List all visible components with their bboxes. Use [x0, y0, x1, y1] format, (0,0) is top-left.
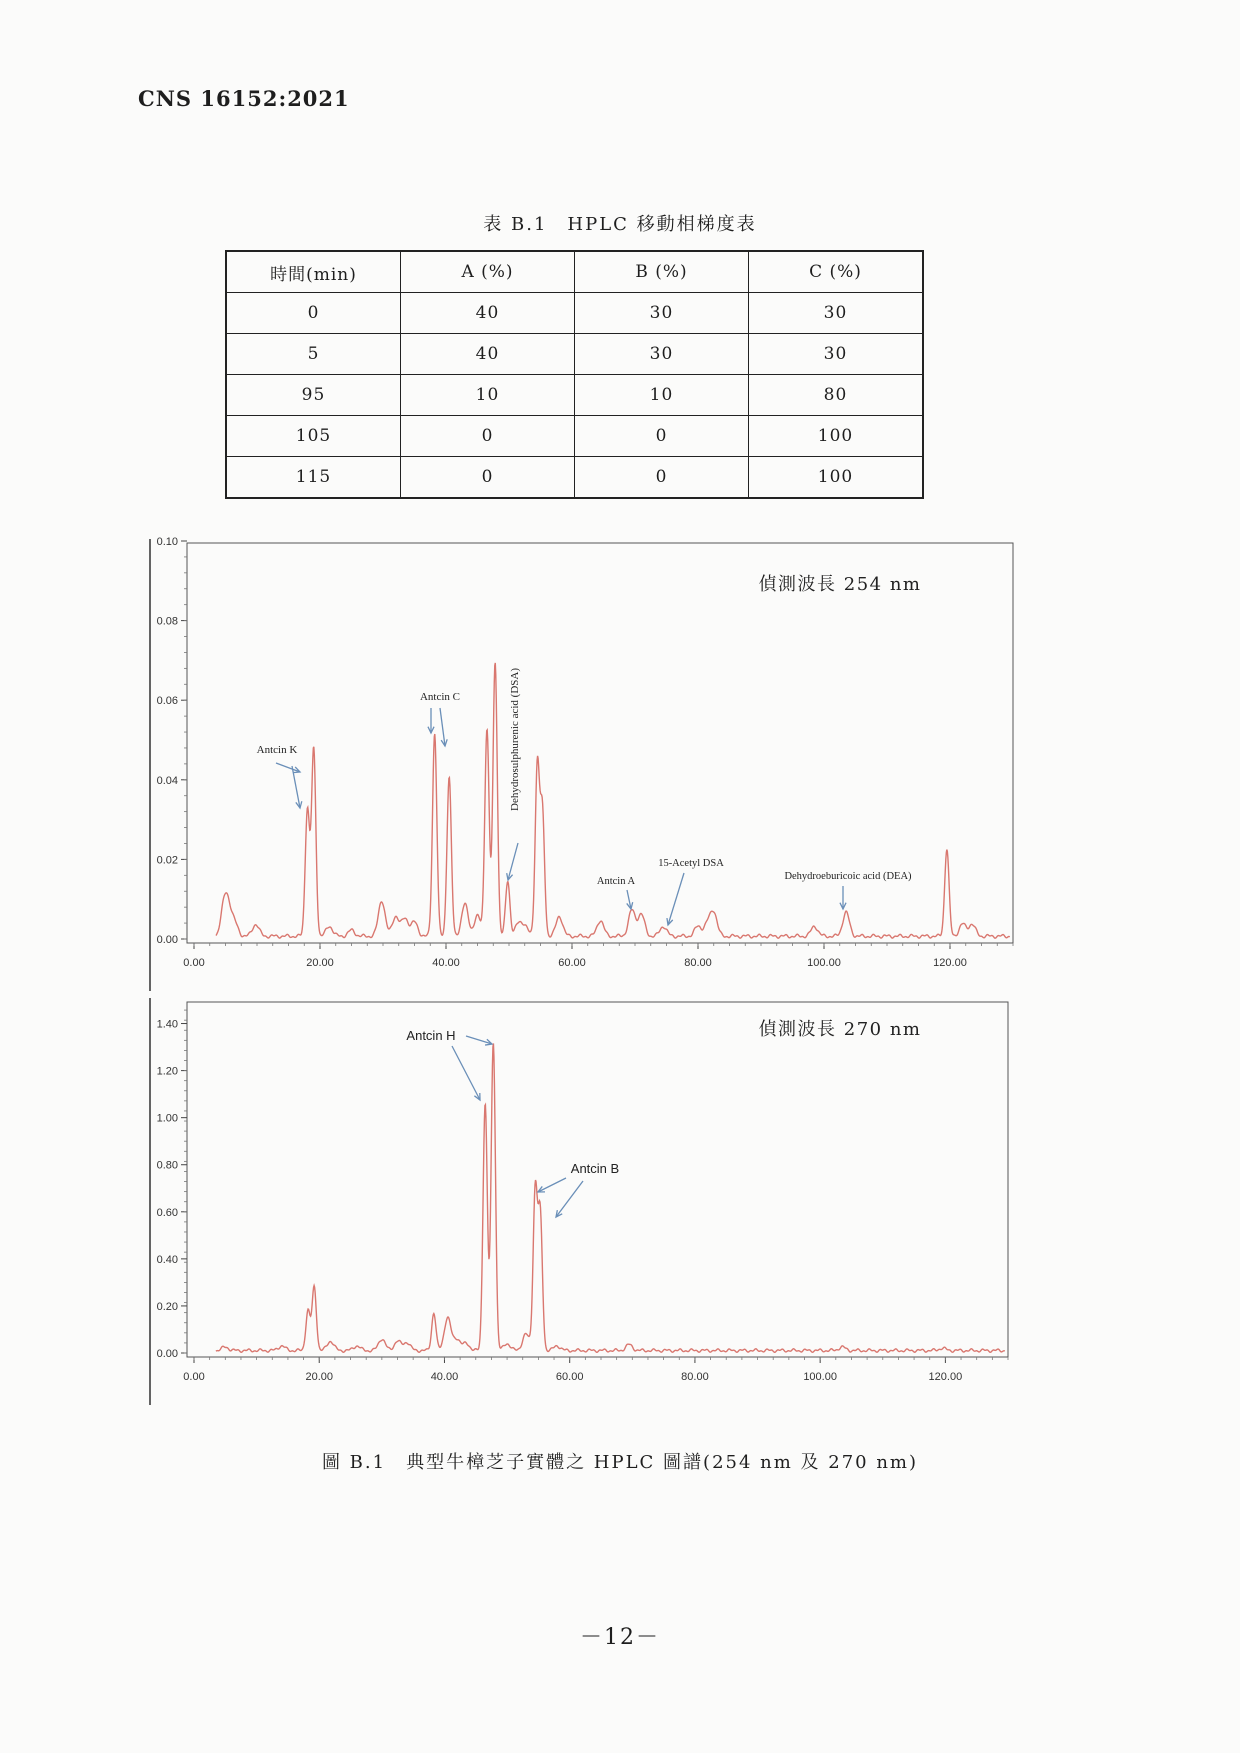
x-tick-label: 0.00 [183, 957, 205, 969]
peak-annotation-label: Antcin C [419, 691, 461, 703]
table-cell: 10 [575, 375, 749, 416]
table-header-row [226, 251, 923, 293]
table-row [226, 457, 923, 499]
x-tick-label: 80.00 [684, 957, 712, 969]
table-caption: 表 B.1 HPLC 移動相梯度表 [483, 214, 757, 235]
table-row [226, 416, 923, 457]
plot-frame [187, 1002, 1008, 1357]
annotation-arrow [452, 1046, 480, 1100]
table-cell: 100 [749, 457, 924, 499]
x-tick-label: 20.00 [306, 957, 334, 969]
annotation-arrow [440, 708, 445, 746]
y-tick-label: 0.10 [156, 536, 178, 548]
table-cell: 30 [749, 293, 924, 334]
table-row [226, 334, 923, 375]
x-tick-label: 80.00 [681, 1371, 709, 1383]
x-tick-label: 40.00 [430, 1371, 459, 1383]
y-tick-label: 0.00 [156, 934, 178, 946]
table-cell: 100 [749, 416, 924, 457]
table-cell: 115 [226, 457, 401, 499]
y-tick-label: 1.40 [156, 1018, 178, 1031]
column-header: 時間(min) [226, 251, 401, 293]
table-cell: 30 [575, 334, 749, 375]
x-tick-label: 0.00 [183, 1371, 205, 1383]
column-header: C (%) [749, 251, 924, 293]
annotation-arrow [508, 843, 518, 880]
peak-annotation-label: Antcin H [406, 1028, 456, 1043]
peak-annotation-label: 15-Acetyl DSA [658, 858, 724, 869]
gradient-table [225, 250, 924, 499]
table-cell: 0 [575, 416, 749, 457]
peak-annotation-label: Antcin K [256, 744, 298, 756]
table-cell: 80 [749, 375, 924, 416]
table-row [226, 293, 923, 334]
page-number: －12－ [580, 1625, 660, 1650]
y-tick-label: 0.60 [156, 1206, 178, 1219]
y-tick-label: 0.06 [156, 695, 178, 708]
table-cell: 30 [575, 293, 749, 334]
chromatogram-254nm [0, 520, 1240, 1020]
peak-annotation-label: Antcin B [570, 1161, 620, 1176]
table-cell: 0 [401, 416, 575, 457]
chart-title: 偵測波長 270 nm [758, 1019, 922, 1040]
table-cell: 95 [226, 375, 401, 416]
table-row [226, 375, 923, 416]
x-tick-label: 120.00 [928, 1371, 963, 1383]
table-cell: 105 [226, 416, 401, 457]
y-tick-label: 1.00 [156, 1112, 178, 1125]
table-cell: 5 [226, 334, 401, 375]
x-tick-label: 60.00 [558, 957, 586, 969]
annotation-arrow [668, 873, 684, 925]
table-cell: 40 [401, 334, 575, 375]
column-header: B (%) [575, 251, 749, 293]
y-tick-label: 0.20 [156, 1300, 178, 1313]
x-tick-label: 120.00 [933, 957, 967, 969]
figure-caption: 圖 B.1 典型牛樟芝子實體之 HPLC 圖譜(254 nm 及 270 nm) [321, 1452, 919, 1473]
table-cell: 30 [749, 334, 924, 375]
y-tick-label: 1.20 [156, 1065, 178, 1078]
y-tick-label: 0.08 [156, 615, 178, 628]
chromatogram-270nm [0, 990, 1240, 1410]
chromatogram-trace [216, 1043, 1005, 1352]
annotation-arrow [538, 1178, 566, 1192]
table-cell: 0 [226, 293, 401, 334]
chromatogram-trace [216, 663, 1010, 938]
peak-annotation-label: Antcin A [596, 876, 636, 887]
annotation-arrow [556, 1181, 583, 1217]
y-tick-label: 0.04 [156, 774, 178, 787]
table-cell: 40 [401, 293, 575, 334]
peak-annotation-label: Dehydroeburicoic acid (DEA) [784, 871, 912, 882]
column-header: A (%) [401, 251, 575, 293]
x-tick-label: 100.00 [803, 1371, 837, 1383]
table-cell: 10 [401, 375, 575, 416]
chart-title: 偵測波長 254 nm [758, 574, 922, 595]
y-tick-label: 0.40 [156, 1253, 178, 1266]
y-tick-label: 0.00 [156, 1348, 178, 1360]
peak-annotation-label: Dehydrosulphurenic acid (DSA) [509, 668, 521, 811]
table-cell: 0 [401, 457, 575, 499]
x-tick-label: 60.00 [555, 1371, 584, 1383]
table-cell: 0 [575, 457, 749, 499]
x-tick-label: 20.00 [305, 1371, 333, 1383]
x-tick-label: 100.00 [807, 957, 841, 969]
y-tick-label: 0.02 [156, 854, 178, 867]
x-tick-label: 40.00 [432, 957, 460, 969]
y-tick-label: 0.80 [156, 1159, 178, 1172]
standard-number: CNS 16152:2021 [138, 86, 350, 111]
